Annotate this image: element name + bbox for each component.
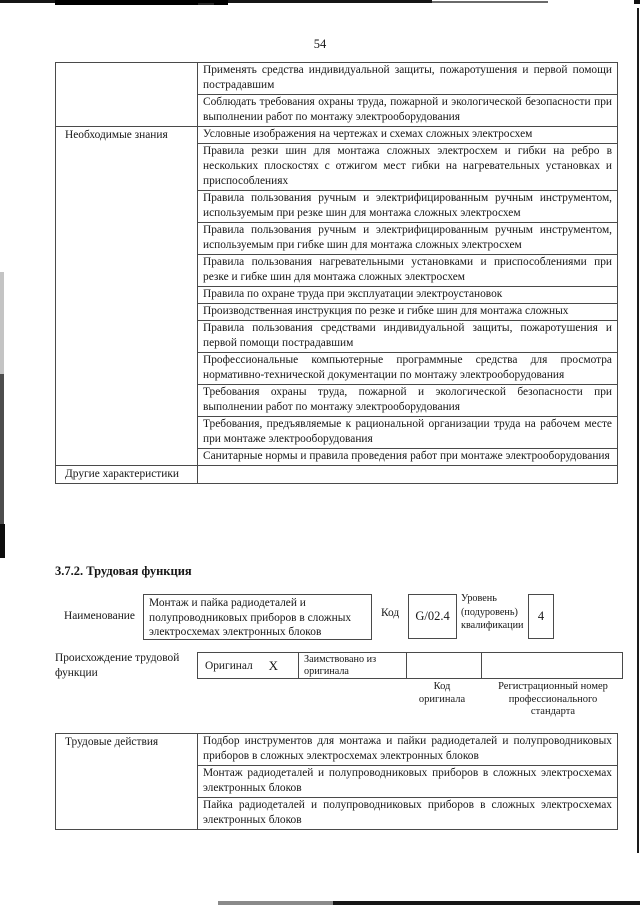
table-row: Санитарные нормы и правила проведения работ при монтаже электрооборудования (198, 448, 617, 465)
function-name-label: Наименование (64, 610, 135, 622)
scan-artifact-left-bar-light (0, 272, 4, 374)
table-row: Подбор инструментов для монтажа и пайки радиодеталей и полупроводниковых приборов в сложных электросхемах электронных блоков (203, 735, 612, 762)
scan-artifact-right-line (637, 8, 639, 853)
table-group-required-knowledge (56, 126, 617, 465)
scan-artifact-top-tick (198, 3, 214, 5)
table-row: Правила пользования средствами индивидуальной защиты, пожаротушения и первой помощи пострадавшим (198, 320, 617, 352)
function-level-box: 4 (528, 594, 554, 639)
function-code-label: Код (381, 607, 400, 619)
function-code-box: G/02.4 (408, 594, 457, 639)
table-row: Правила резки шин для монтажа сложных электросхем и гибки на ребро в нескольких плоскостях с отжигом мест гибки на нагревательных установках и приспособлениях (198, 143, 617, 190)
origin-original-label: Оригинал (205, 659, 253, 672)
table-row: Правила по охране труда при эксплуатации электроустановок (198, 286, 617, 303)
section-heading: 3.7.2. Трудовая функция (55, 564, 192, 578)
origin-cell-original (198, 653, 298, 678)
table-row-empty (198, 466, 617, 482)
knowledge-table (55, 62, 618, 484)
page-number: 54 (313, 37, 327, 51)
table-group-labor-actions (56, 734, 617, 829)
origin-code-caption: Код оригинала (418, 681, 466, 705)
table-row: Применять средства индивидуальной защиты, пожаротушения и первой помощи пострадавшим (203, 64, 612, 91)
scan-artifact-bottom-bar-gray (218, 901, 333, 905)
function-level-label: Уровень (подуровень) квалификации (461, 593, 524, 631)
scan-artifact-left-bar-black (0, 524, 5, 558)
table-group-skills-continued (56, 63, 617, 126)
scan-artifact-bottom-bar-black (333, 901, 640, 905)
function-name-box: Монтаж и пайка радиодеталей и полупроводниковых приборов в сложных электросхемах электронных блоков (143, 594, 372, 640)
origin-cell-code-value (406, 653, 481, 678)
table-row: Правила пользования нагревательными установками и приспособлениями при резке и гибке шин для монтажа сложных электросхем (198, 254, 617, 286)
table-row: Профессиональные компьютерные программные средства для просмотра нормативно-технической документации по монтажу электрооборудования (198, 352, 617, 384)
table-row: Условные изображения на чертежах и схемах сложных электросхем (203, 128, 533, 140)
group-label-empty (56, 63, 198, 126)
table-row: Требования, предъявляемые к рациональной организации труда на рабочем месте при монтаже электрооборудования (198, 416, 617, 448)
origin-cell-reg-value (481, 653, 622, 678)
table-row: Пайка радиодеталей и полупроводниковых приборов в сложных электросхемах электронных блоков (198, 797, 617, 829)
group-label-other-characteristics: Другие характеристики (56, 466, 198, 483)
origin-original-mark: X (268, 657, 278, 673)
scan-artifact-top-bar-gray (432, 1, 548, 3)
table-group-other-characteristics (56, 465, 617, 483)
table-row: Правила пользования ручным и электрифицированным ручным инструментом, используемым при гибке шин для монтажа сложных электросхем (198, 222, 617, 254)
table-row: Правила пользования ручным и электрифицированным ручным инструментом, используемым при резке шин для монтажа сложных электросхем (198, 190, 617, 222)
table-row: Производственная инструкция по резке и гибке шин для монтажа сложных (198, 303, 617, 320)
origin-cell-borrowed: Заимствовано из оригинала (298, 653, 406, 678)
scan-artifact-left-bar-dark (0, 374, 4, 524)
origin-reg-caption: Регистрационный номер профессионального стандарта (498, 681, 608, 717)
origin-label: Происхождение трудовой функции (55, 652, 180, 679)
origin-table (197, 652, 623, 679)
actions-table (55, 733, 618, 830)
group-label-labor-actions: Трудовые действия (56, 734, 198, 829)
scan-artifact-top-right-corner (634, 0, 640, 4)
group-label-required-knowledge: Необходимые знания (56, 127, 198, 465)
table-row: Соблюдать требования охраны труда, пожарной и экологической безопасности при выполнении работ по монтажу электрооборудования (198, 94, 617, 126)
table-row: Требования охраны труда, пожарной и экологической безопасности при выполнении работ по монтажу электрооборудования (198, 384, 617, 416)
table-row: Монтаж радиодеталей и полупроводниковых приборов в сложных электросхемах электронных блоков (198, 765, 617, 797)
